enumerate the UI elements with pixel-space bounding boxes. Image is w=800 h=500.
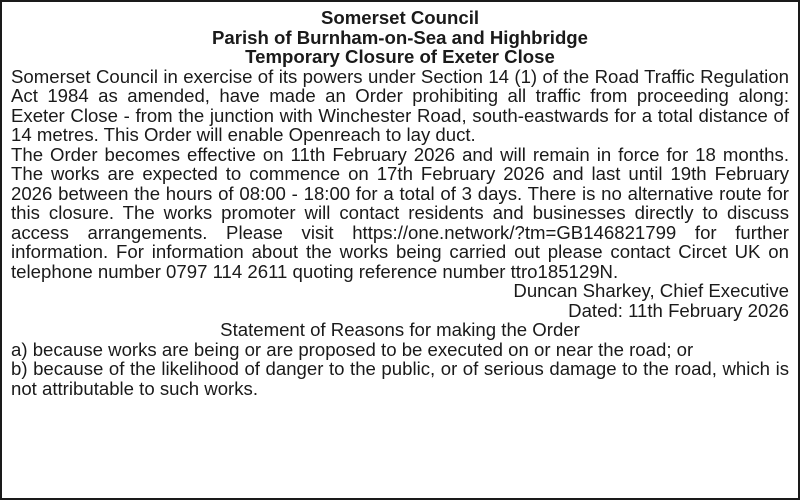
reasons-heading: Statement of Reasons for making the Order: [220, 319, 580, 340]
reason-item-b: b) because of the likelihood of danger to the public, or of serious damage to the road, which is not attributable to such works.: [11, 358, 789, 399]
reason-item-a: a) because works are being or are proposed to be executed on or near the road; or: [11, 338, 694, 360]
signatory: Duncan Sharkey, Chief Executive: [513, 280, 789, 301]
details-paragraph: The Order becomes effective on 11th February 2026 and will remain in force for 18 months. The works are expected to commence on 17th February 2026 and last until 19th February 2026 between the hours of 08:00 - 18:00 for a total of 3 days. There is no alternative route for this closure. The works promoter will contact residents and businesses directly to discuss access arrangements. Please visit https://one.network/?tm=GB146821799 for further information. For information about the works being carried out please contact Circet UK on telephone number 0797 114 2611 quoting reference number ttro185129N.: [11, 143, 789, 282]
notice-title: Temporary Closure of Exeter Close: [245, 46, 555, 67]
order-paragraph: Somerset Council in exercise of its powers under Section 14 (1) of the Road Traffic Regulation Act 1984 as amended, have made an Order prohibiting all traffic from proceeding along: Exeter Close - from the junction with Winchester Road, south-eastwards for a total distance of 14 metres. This Order will enable Openreach to lay duct.: [11, 65, 789, 145]
parish-name: Parish of Burnham-on-Sea and Highbridge: [211, 26, 589, 48]
council-name: Somerset Council: [320, 7, 480, 28]
dated-line: Dated: 11th February 2026: [568, 299, 789, 321]
